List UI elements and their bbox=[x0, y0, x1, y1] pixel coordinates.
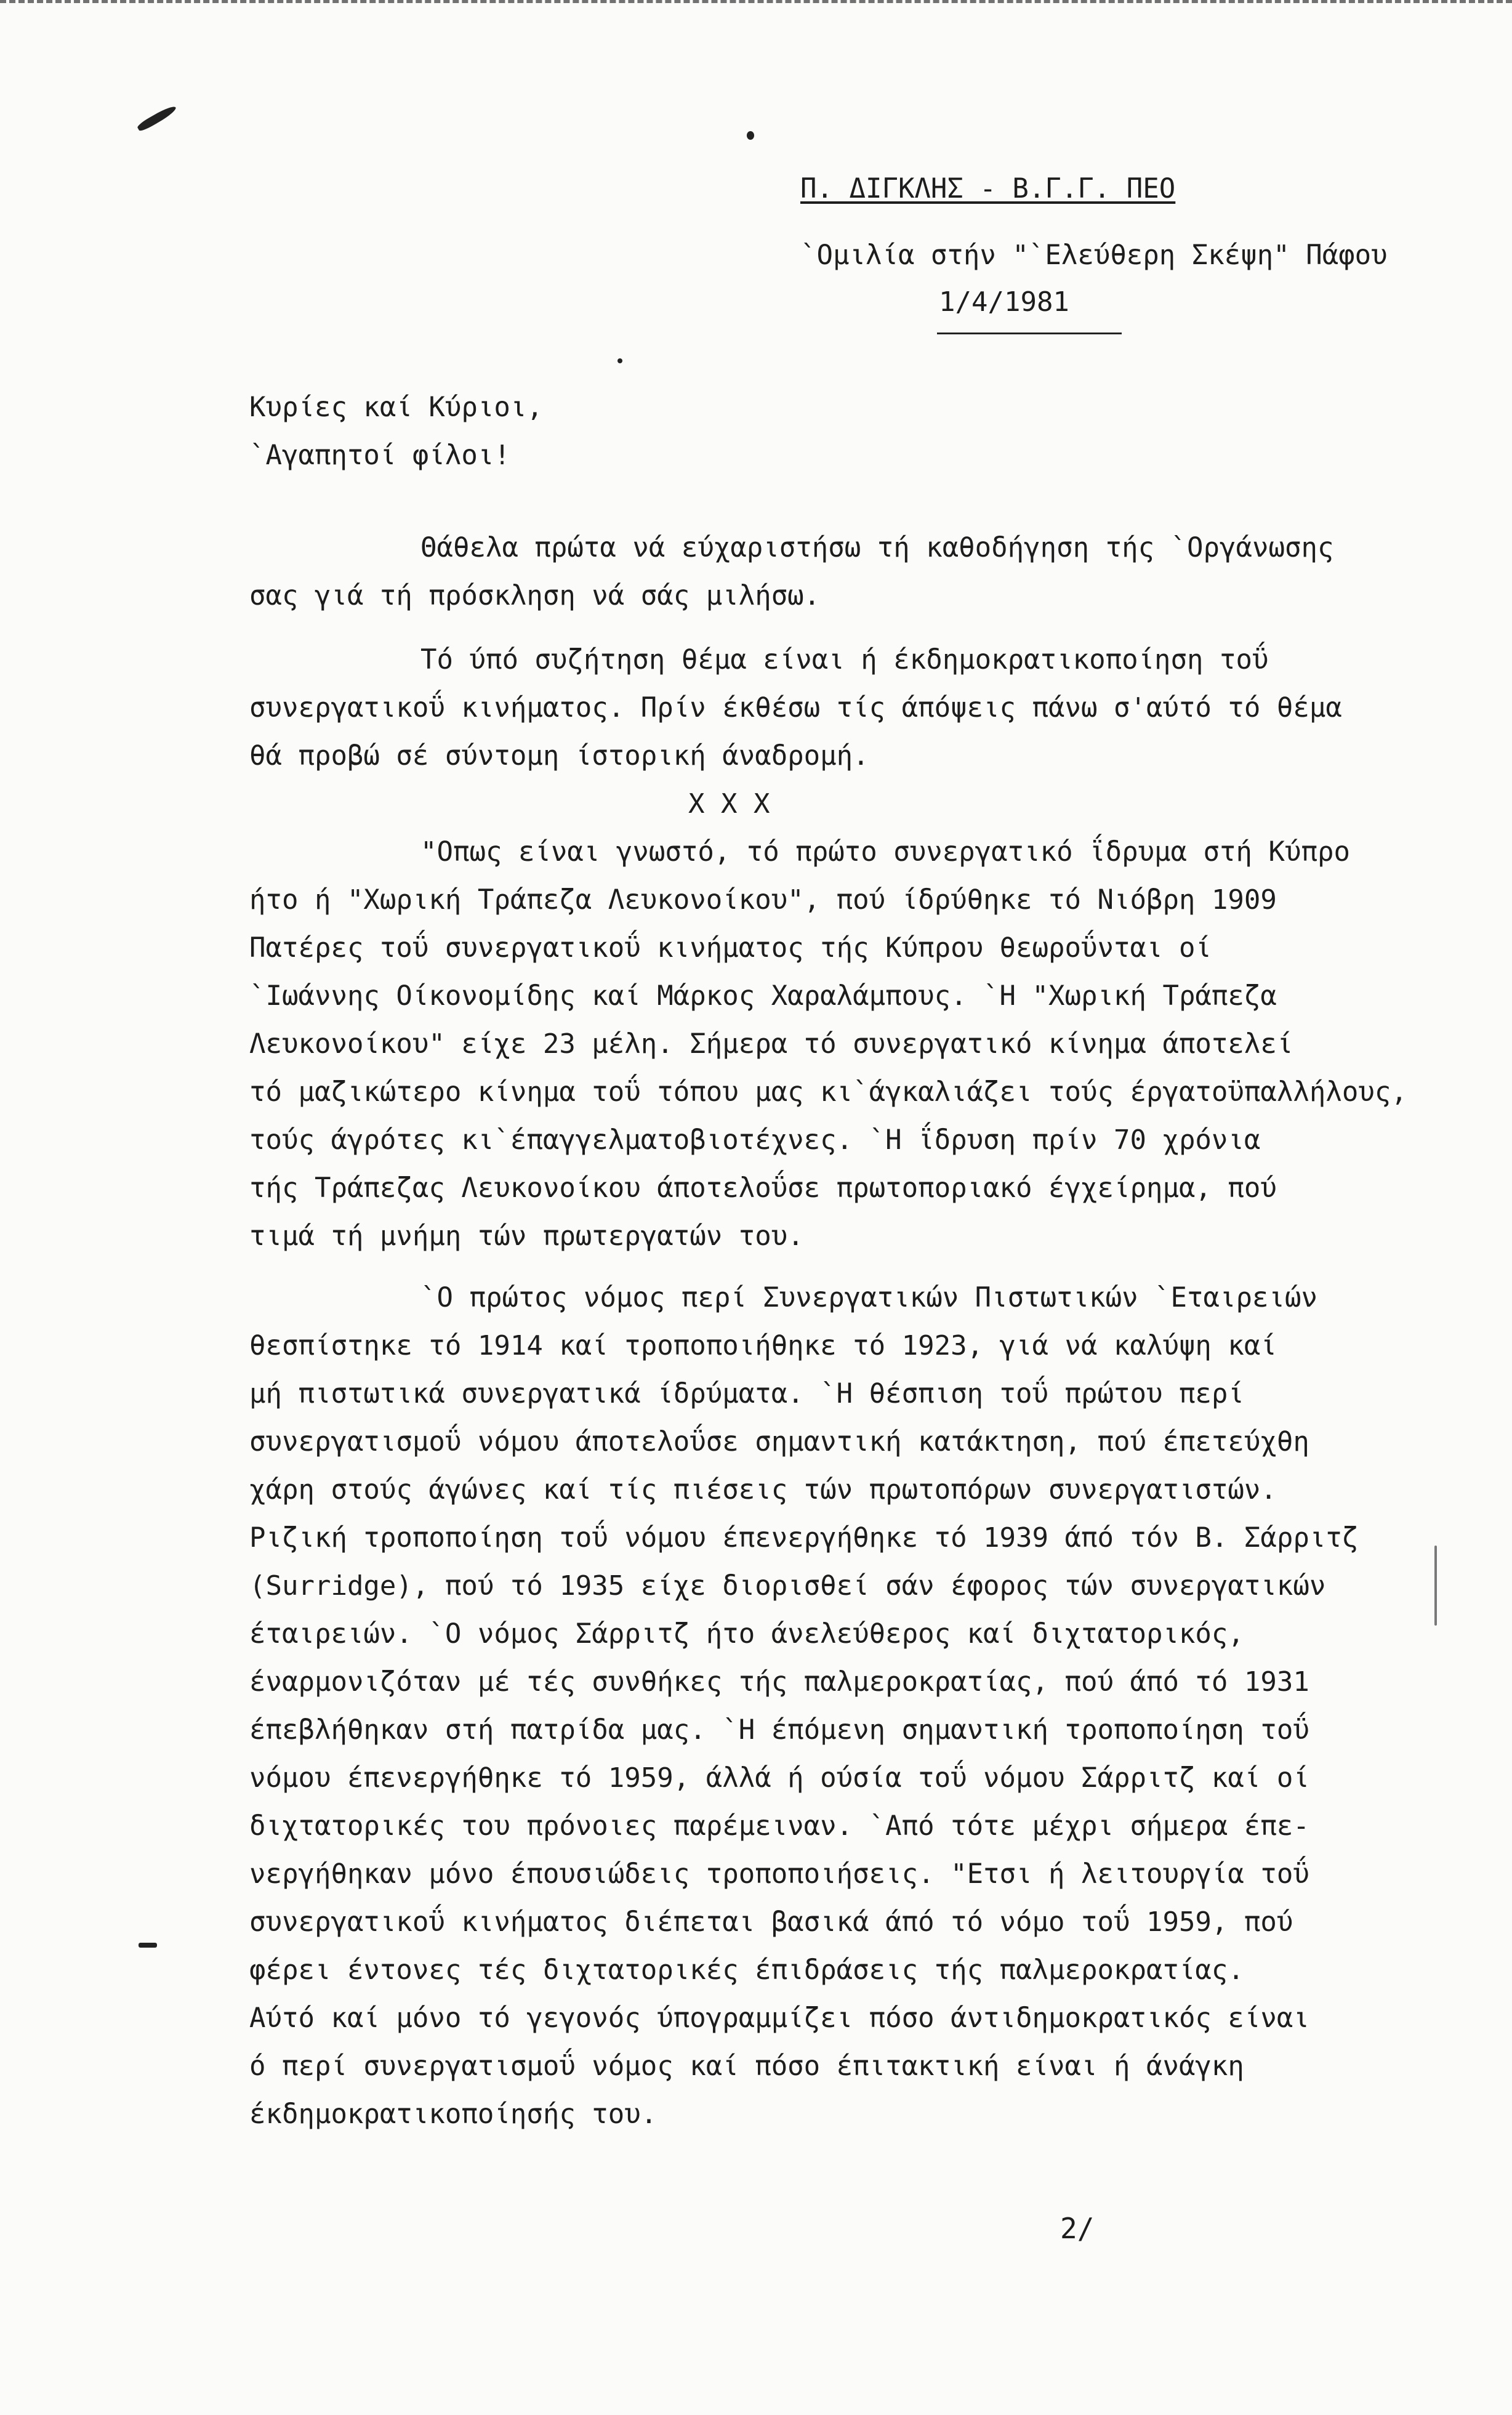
text-line: χάρη στούς άγώνες καί τίς πιέσεις τών πρωτοπόρων συνεργατιστών. bbox=[249, 1474, 1277, 1506]
author-line: Π. ΔΙΓΚΛΗΣ - Β.Γ.Γ. ΠΕΟ bbox=[800, 173, 1176, 204]
text-line: συνεργατικοΰ κινήματος διέπεται βασικά άπό τό νόμο τοΰ 1959, πού bbox=[249, 1906, 1293, 1938]
text-line: έπεβλήθηκαν στή πατρίδα μας. `Η έπόμενη σημαντική τροποποίηση τοΰ bbox=[249, 1714, 1309, 1746]
text-line: έκδημοκρατικοποίησής του. bbox=[249, 2099, 657, 2130]
text-line: Πατέρες τοΰ συνεργατικοΰ κινήματος τής Κύπρου θεωροΰνται οί bbox=[249, 932, 1212, 964]
text-line: διχτατορικές του πρόνοιες παρέμειναν. `Από τότε μέχρι σήμερα έπε- bbox=[249, 1810, 1309, 1842]
text-line: τούς άγρότες κι`έπαγγελματοβιοτέχνες. `Η ΐδρυση πρίν 70 χρόνια bbox=[249, 1124, 1261, 1156]
text-line: `Ο πρώτος νόμος περί Συνεργατικών Πιστωτικών `Εταιρειών bbox=[420, 1282, 1317, 1313]
section-separator: X X X bbox=[688, 788, 770, 820]
text-line: τής Τράπεζας Λευκονοίκου άποτελοΰσε πρωτοποριακό έγχείρημα, πού bbox=[249, 1172, 1277, 1204]
text-line: νεργήθηκαν μόνο έπουσιώδεις τροποποιήσεις. "Ετσι ή λειτουργία τοΰ bbox=[249, 1858, 1309, 1890]
text-line: θά προβώ σέ σύντομη ίστορική άναδρομή. bbox=[249, 740, 869, 772]
salutation-line: Κυρίες καί Κύριοι, bbox=[249, 392, 543, 423]
text-line: έναρμονιζόταν μέ τές συνθήκες τής παλμεροκρατίας, πού άπό τό 1931 bbox=[249, 1666, 1309, 1698]
text-line: τιμά τή μνήμη τών πρωτεργατών του. bbox=[249, 1220, 804, 1252]
page-number: 2/ bbox=[1060, 2212, 1095, 2245]
text-line: Θάθελα πρώτα νά εύχαριστήσω τή καθοδήγηση τής `Οργάνωσης bbox=[420, 532, 1334, 563]
text-line: νόμου έπενεργήθηκε τό 1959, άλλά ή ούσία τοΰ νόμου Σάρριτζ καί οί bbox=[249, 1762, 1309, 1794]
text-line: ό περί συνεργατισμοΰ νόμος καί πόσο έπιτακτική είναι ή άνάγκη bbox=[249, 2050, 1244, 2082]
scan-speck bbox=[139, 1943, 157, 1948]
text-line: Τό ύπό συζήτηση θέμα είναι ή έκδημοκρατικοποίηση τοΰ bbox=[420, 644, 1269, 675]
text-line: τό μαζικώτερο κίνημα τοΰ τόπου μας κι`άγκαλιάζει τούς έργατοϋπαλλήλους, bbox=[249, 1076, 1407, 1108]
text-line: σας γιά τή πρόσκληση νά σάς μιλήσω. bbox=[249, 580, 821, 611]
scan-speck bbox=[617, 358, 622, 363]
salutation-line: `Αγαπητοί φίλοι! bbox=[249, 440, 510, 471]
text-line: Λευκονοίκου" είχε 23 μέλη. Σήμερα τό συνεργατικό κίνημα άποτελεί bbox=[249, 1028, 1293, 1060]
date-line: 1/4/1981 bbox=[939, 286, 1069, 318]
text-line: συνεργατικοΰ κινήματος. Πρίν έκθέσω τίς άπόψεις πάνω σ'αύτό τό θέμα bbox=[249, 692, 1342, 724]
text-line: `Ιωάννης Οίκονομίδης καί Μάρκος Χαραλάμπους. `Η "Χωρική Τράπεζα bbox=[249, 980, 1277, 1012]
text-line: έταιρειών. `Ο νόμος Σάρριτζ ήτο άνελεύθερος καί διχτατορικός, bbox=[249, 1618, 1244, 1650]
text-line: "Οπως είναι γνωστό, τό πρώτο συνεργατικό ΐδρυμα στή Κύπρο bbox=[420, 836, 1350, 868]
venue-line: `Ομιλία στήν "`Ελεύθερη Σκέψη" Πάφου bbox=[800, 240, 1388, 271]
text-line: Αύτό καί μόνο τό γεγονός ύπογραμμίζει πόσο άντιδημοκρατικός είναι bbox=[249, 2002, 1309, 2034]
scan-mark bbox=[136, 103, 178, 132]
text-line: θεσπίστηκε τό 1914 καί τροποποιήθηκε τό 1923, γιά νά καλύψη καί bbox=[249, 1330, 1277, 1361]
text-line: φέρει έντονες τές διχτατορικές έπιδράσεις τής παλμεροκρατίας. bbox=[249, 1954, 1244, 1986]
scan-speck bbox=[1434, 1546, 1437, 1626]
top-dashed-border bbox=[0, 0, 1512, 7]
text-line: μή πιστωτικά συνεργατικά ίδρύματα. `Η θέσπιση τοΰ πρώτου περί bbox=[249, 1378, 1244, 1409]
date-underline bbox=[937, 333, 1122, 334]
text-line: (Surridge), πού τό 1935 είχε διορισθεί σάν έφορος τών συνεργατικών bbox=[249, 1570, 1326, 1602]
text-line: ήτο ή "Χωρική Τράπεζα Λευκονοίκου", πού ίδρύθηκε τό Νιόβρη 1909 bbox=[249, 884, 1277, 916]
text-line: συνεργατισμοΰ νόμου άποτελοΰσε σημαντική κατάκτηση, πού έπετεύχθη bbox=[249, 1426, 1309, 1457]
text-line: Ριζική τροποποίηση τοΰ νόμου έπενεργήθηκε τό 1939 άπό τόν Β. Σάρριτζ bbox=[249, 1522, 1359, 1554]
scan-speck bbox=[747, 131, 754, 140]
